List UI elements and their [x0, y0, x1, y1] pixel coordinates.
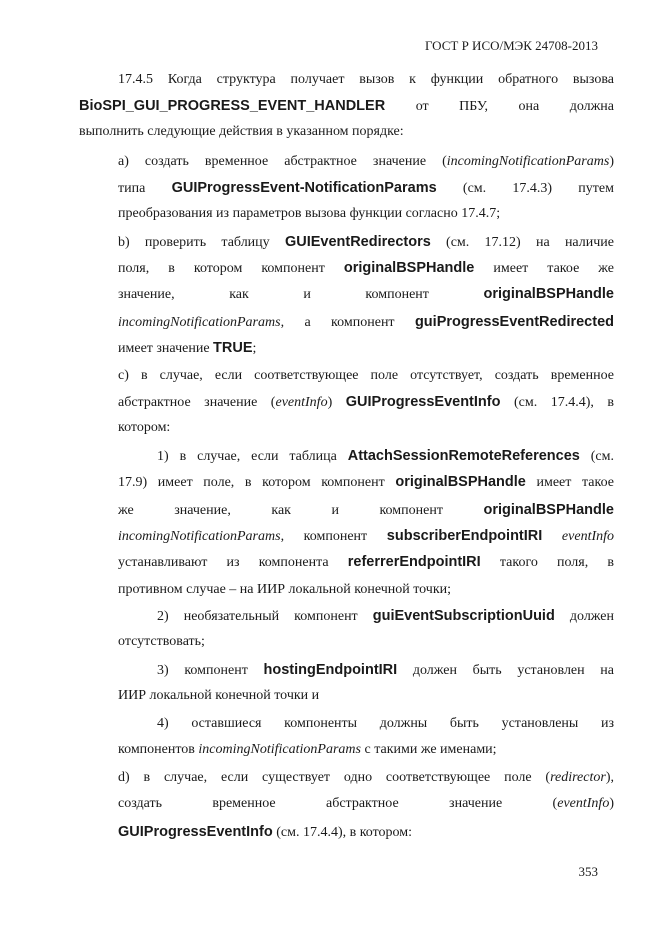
text-line: типа GUIProgressEvent-NotificationParams (см. 17.4.3) путем — [118, 180, 614, 196]
code-term: BioSPI_GUI_PROGRESS_EVENT_HANDLER — [79, 98, 386, 114]
code-term: guiEventSubscriptionUuid — [372, 608, 555, 624]
text-line: ИИР локальной конечной точки и — [118, 688, 320, 703]
text-line: BioSPI_GUI_PROGRESS_EVENT_HANDLER от ПБУ, она должна — [79, 98, 614, 114]
text-line: GUIProgressEventInfo (см. 17.4.4), в котором: — [118, 824, 413, 840]
text-line: выполнить следующие действия в указанном порядке: — [79, 124, 404, 139]
text-line: 17.9) имеет поле, в котором компонент originalBSPHandle имеет такое — [118, 474, 614, 490]
text-line: incomingNotificationParams, компонент subscriberEndpointIRI eventInfo — [118, 528, 615, 544]
text-line: создать временное абстрактное значение (eventInfo) — [118, 796, 614, 811]
italic-term: incomingNotificationParams — [118, 315, 281, 330]
text-line: устанавливают из компонента referrerEndpointIRI такого поля, в — [118, 554, 614, 570]
code-term: AttachSessionRemoteReferences — [347, 448, 580, 464]
code-term: GUIProgressEventInfo — [345, 394, 501, 410]
text-line: 2) необязательный компонент guiEventSubscriptionUuid должен — [157, 608, 614, 624]
code-term: GUIProgressEvent-NotificationParams — [171, 180, 437, 196]
text-line: 3) компонент hostingEndpointIRI должен быть установлен на — [157, 662, 615, 678]
text-line: 1) в случае, если таблица AttachSessionRemoteReferences (см. — [157, 448, 614, 464]
text-line: отсутствовать; — [118, 634, 205, 649]
italic-term: incomingNotificationParams — [118, 529, 281, 544]
text-line: противном случае – на ИИР локальной конечной точки; — [118, 582, 452, 597]
italic-term: incomingNotificationParams — [446, 154, 610, 169]
text-line: a) создать временное абстрактное значение (incomingNotificationParams) — [118, 154, 614, 169]
code-term: originalBSPHandle — [343, 260, 475, 276]
page-number: 353 — [578, 864, 598, 879]
text-line: преобразования из параметров вызова функции согласно 17.4.7; — [118, 206, 501, 221]
code-term: subscriberEndpointIRI — [386, 528, 543, 544]
text-line: c) в случае, если соответствующее поле отсутствует, создать временное — [118, 368, 614, 383]
text-line: 4) оставшиеся компоненты должны быть установлены из — [157, 716, 614, 731]
code-term: GUIEventRedirectors — [284, 234, 431, 250]
text-line: имеет значение TRUE; — [118, 340, 257, 356]
italic-term: eventInfo — [561, 529, 615, 544]
code-term: referrerEndpointIRI — [347, 554, 481, 570]
code-term: hostingEndpointIRI — [263, 662, 398, 678]
text-line: d) в случае, если существует одно соответствующее поле (redirector), — [118, 770, 614, 785]
text-line: же значение, как и компонент originalBSPHandle — [118, 502, 614, 518]
italic-term: eventInfo — [275, 395, 328, 410]
document-header: ГОСТ Р ИСО/МЭК 24708-2013 — [424, 38, 598, 53]
text-line: компонентов incomingNotificationParams с такими же именами; — [118, 742, 497, 757]
italic-term: incomingNotificationParams — [198, 742, 361, 757]
italic-term: redirector — [550, 770, 606, 785]
code-term: guiProgressEventRedirected — [414, 314, 614, 330]
text-line: 17.4.5 Когда структура получает вызов к функции обратного вызова — [118, 72, 614, 87]
code-term: originalBSPHandle — [395, 474, 526, 490]
code-term: originalBSPHandle — [483, 286, 614, 302]
text-line: абстрактное значение (eventInfo) GUIProgressEventInfo (см. 17.4.4), в — [118, 394, 614, 410]
code-term: GUIProgressEventInfo — [118, 824, 273, 840]
text-line: incomingNotificationParams, а компонент guiProgressEventRedirected — [118, 314, 614, 330]
text-line: поля, в котором компонент originalBSPHandle имеет такое же — [118, 260, 614, 276]
text-line: котором: — [118, 420, 171, 435]
code-term: TRUE — [213, 340, 253, 356]
italic-term: eventInfo — [557, 796, 610, 811]
text-line: b) проверить таблицу GUIEventRedirectors (см. 17.12) на наличие — [118, 234, 614, 250]
code-term: originalBSPHandle — [483, 502, 614, 518]
text-line: значение, как и компонент originalBSPHandle — [118, 286, 614, 302]
